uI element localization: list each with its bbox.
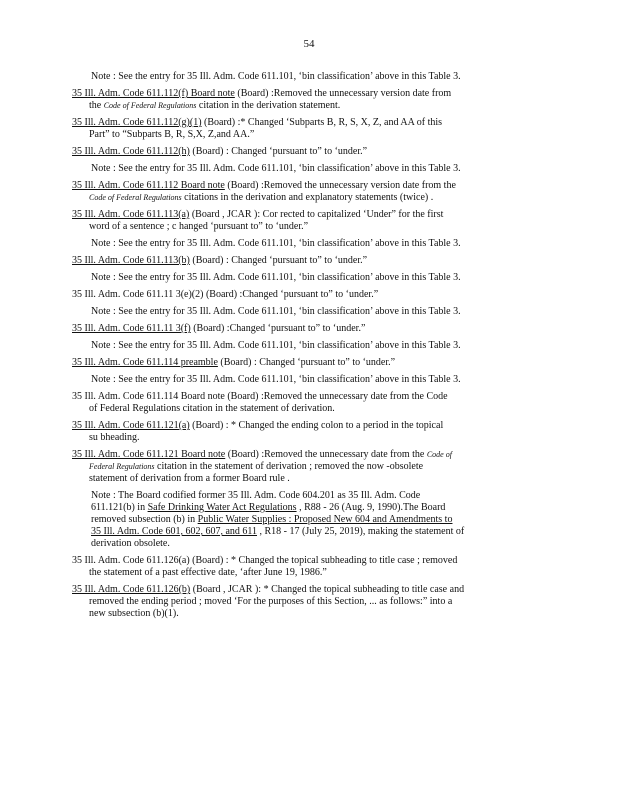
- entry-text: (Board) :* Changed ‘Subparts B, R, S, X, Z, and AA of this: [201, 117, 443, 128]
- amendment-entry: [72, 357, 542, 369]
- entry-text: (Board) : Changed ‘pursuant to” to ‘under.”: [217, 357, 396, 368]
- code-citation: 35 Ill. Adm. Code 611.112 Board note: [72, 180, 225, 191]
- document-body: [72, 71, 542, 625]
- entry-text: (Board) : Changed ‘pursuant to” to ‘under.”: [189, 146, 368, 157]
- entry-text: statement of derivation from a former Board rule .: [89, 473, 290, 484]
- code-citation: 35 Ill. Adm. Code 611.112(h): [72, 146, 190, 157]
- see-entry-note: Note : See the entry for 35 Ill. Adm. Code 611.101, ‘bin classification’ above in this Table 3.: [91, 71, 461, 82]
- entry-text: of Federal Regulations citation in the statement of derivation.: [89, 403, 335, 414]
- entry-text: (Board , JCAR ): * Changed the topical subheading to title case and: [190, 584, 465, 595]
- entry-text: Part” to “Subparts B, R, S,X, Z,and AA.”: [89, 129, 255, 140]
- amendment-entry: [72, 584, 542, 620]
- see-entry-note: Note : See the entry for 35 Ill. Adm. Code 611.101, ‘bin classification’ above in this Table 3.: [91, 340, 461, 351]
- cfr-title: Code of Federal Regulations: [103, 101, 197, 110]
- entry-text: (Board) :Removed the unnecessary date from the: [225, 449, 427, 460]
- amendment-entry: 35 Ill. Adm. Code 611.121 Board note (Board) :Removed the unnecessary date from the Code of Federal Regulations citation in the statement of derivation ; removed the now -obsolete statement of derivation from a former Board rule .: [72, 449, 542, 485]
- code-citation: 35 Ill. Adm. Code 611.113(a): [72, 209, 190, 220]
- entry-text: (Board) :Removed the unnecessary version date from: [234, 88, 452, 99]
- amendment-entry: [72, 323, 542, 335]
- see-entry-note: Note : See the entry for 35 Ill. Adm. Code 611.101, ‘bin classification’ above in this Table 3.: [91, 374, 461, 385]
- code-citation: 35 Ill. Adm. Code 611.121(a): [72, 420, 190, 431]
- cfr-title: Code of: [426, 450, 452, 459]
- rulemaking-title: Public Water Supplies : Proposed New 604 and Amendments to: [197, 514, 453, 525]
- code-citation: 35 Ill. Adm. Code 611.112(f) Board note: [72, 88, 235, 99]
- see-entry-note: Note : See the entry for 35 Ill. Adm. Code 611.101, ‘bin classification’ above in this Table 3.: [91, 163, 461, 174]
- entry-text: new subsection (b)(1).: [89, 608, 179, 619]
- see-entry-note: Note : See the entry for 35 Ill. Adm. Code 611.101, ‘bin classification’ above in this Table 3.: [91, 306, 461, 317]
- entry-text: (Board) :Changed ‘pursuant to” to ‘under.”: [190, 323, 366, 334]
- code-citation: 35 Ill. Adm. Code 611.112(g)(1): [72, 117, 202, 128]
- amendment-entry: [72, 289, 542, 301]
- amendment-entry: [72, 117, 542, 141]
- amendment-entry: [72, 146, 542, 158]
- rulemaking-title: 35 Ill. Adm. Code 601, 602, 607, and 611: [91, 526, 258, 537]
- cfr-title: Code of Federal Regulations: [89, 193, 182, 202]
- see-entry-note: Note : See the entry for 35 Ill. Adm. Code 611.101, ‘bin classification’ above in this Table 3.: [91, 272, 461, 283]
- entry-text: su bheading.: [89, 432, 140, 443]
- rulemaking-title: Safe Drinking Water Act Regulations: [147, 502, 297, 513]
- amendment-entry: 35 Ill. Adm. Code 611.112(f) Board note (Board) :Removed the unnecessary version date from the Code of Federal Regulations citation in the derivation statement.: [72, 88, 452, 111]
- entry-text: word of a sentence ; c hanged ‘pursuant to” to ‘under.”: [89, 221, 309, 232]
- page-number: 54: [303, 38, 315, 50]
- amendment-entry: [72, 555, 542, 579]
- code-citation: 35 Ill. Adm. Code 611.114 preamble: [72, 357, 218, 368]
- entry-text: 35 Ill. Adm. Code 611.126(a) (Board) : * Changed the topical subheading to title case ; removed: [72, 555, 458, 566]
- entry-text: the statement of a past effective date, ‘after June 19, 1986.”: [89, 567, 327, 578]
- cfr-title: Federal Regulations: [89, 462, 155, 471]
- amendment-entry: [72, 391, 542, 415]
- amendment-entry: [72, 255, 542, 267]
- entry-text: (Board) : * Changed the ending colon to a period in the topical: [189, 420, 444, 431]
- entry-text: (Board , JCAR ): Cor rected to capitalized ‘Under” for the first: [189, 209, 444, 220]
- entry-text: 35 Ill. Adm. Code 611.11 3(e)(2) (Board) :Changed ‘pursuant to” to ‘under.”: [72, 289, 379, 300]
- entry-text: (Board) : Changed ‘pursuant to” to ‘under.”: [189, 255, 368, 266]
- amendment-entry: [72, 420, 542, 444]
- code-citation: 35 Ill. Adm. Code 611.11 3(f): [72, 323, 191, 334]
- board-codification-note: Note : The Board codified former 35 Ill. Adm. Code 604.201 as 35 Ill. Adm. Code 611.121(b) in Safe Drinking Water Act Regulations , R88 - 26 (Aug. 9, 1990).The Board removed subsection (b) in Public Water Supplies : Proposed New 604 and Amendments to 35 Ill. Adm. Code 601, 602, 607, and 611 , R18 - 17 (July 25, 2019), making the statement of derivation obsolete.: [91, 490, 465, 549]
- code-citation: 35 Ill. Adm. Code 611.113(b): [72, 255, 190, 266]
- code-citation: 35 Ill. Adm. Code 611.126(b): [72, 584, 191, 595]
- entry-text: (Board) :Removed the unnecessary version date from the: [224, 180, 456, 191]
- entry-text: 35 Ill. Adm. Code 611.114 Board note (Board) :Removed the unnecessary date from the Code: [72, 391, 448, 402]
- amendment-entry: [72, 209, 542, 233]
- amendment-entry: 35 Ill. Adm. Code 611.112 Board note (Board) :Removed the unnecessary version date from the Code of Federal Regulations citations in the derivation and explanatory statements (twice) .: [72, 180, 456, 203]
- see-entry-note: Note : See the entry for 35 Ill. Adm. Code 611.101, ‘bin classification’ above in this Table 3.: [91, 238, 461, 249]
- code-citation: 35 Ill. Adm. Code 611.121 Board note: [72, 449, 226, 460]
- entry-text: removed the ending period ; moved ‘For the purposes of this Section, ... as follows:” into a: [89, 596, 453, 607]
